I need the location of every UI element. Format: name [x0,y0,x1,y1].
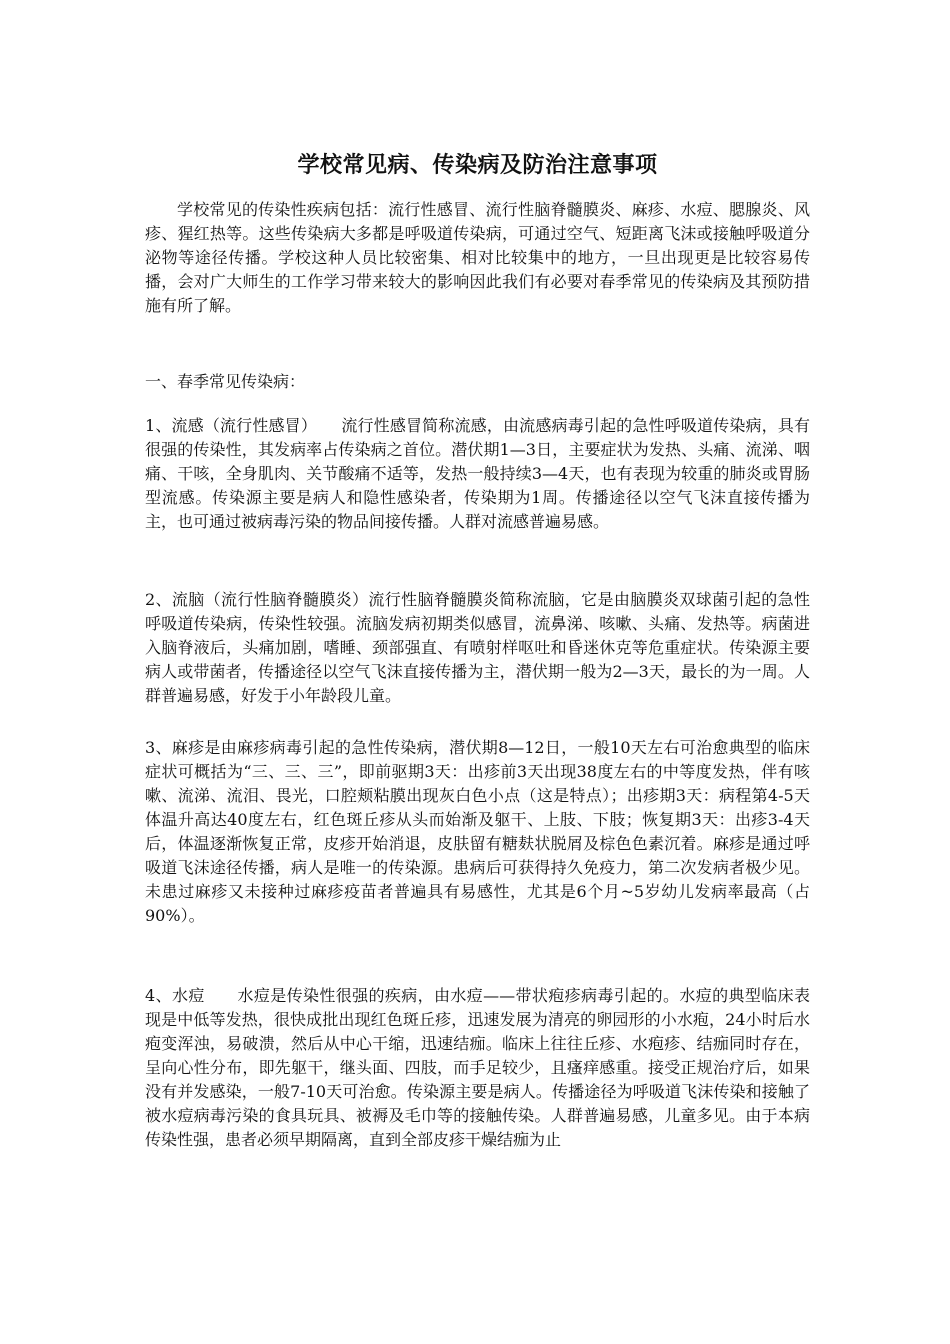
intro-paragraph: 学校常见的传染性疾病包括：流行性感冒、流行性脑脊髓膜炎、麻疹、水痘、腮腺炎、风疹、猩红热等。这些传染病大多都是呼吸道传染病，可通过空气、短距离飞沫或接触呼吸道分泌物等途径传播。学校这种人员比较密集、相对比较集中的地方，一旦出现更是比较容易传播，会对广大师生的工作学习带来较大的影响因此我们有必要对春季常见的传染病及其预防措施有所了解。 [145,200,810,315]
document-page [145,0,810,1344]
disease-item-measles: 3、麻疹是由麻疹病毒引起的急性传染病，潜伏期8—12日，一般10天左右可治愈典型的临床症状可概括为“三、三、三”，即前驱期3天：出疹前3天出现38度左右的中等度发热，伴有咳嗽、流涕、流泪、畏光，口腔颊粘膜出现灰白色小点（这是特点）；出疹期3天：病程第4-5天体温升高达40度左右，红色斑丘疹从头而始渐及躯干、上肢、下肢；恢复期3天：出疹3-4天后，体温逐渐恢复正常，皮疹开始消退，皮肤留有糖麸状脱屑及棕色色素沉着。麻疹是通过呼吸道飞沫途径传播，病人是唯一的传染源。患病后可获得持久免疫力，第二次发病者极少见。未患过麻疹又未接种过麻疹疫苗者普遍具有易感性，尤其是6个月~5岁幼儿发病率最高（占90%）。 [145,738,810,925]
disease-item-meningitis: 2、流脑（流行性脑脊髓膜炎）流行性脑脊髓膜炎简称流脑，它是由脑膜炎双球菌引起的急性呼吸道传染病，传染性较强。流脑发病初期类似感冒，流鼻涕、咳嗽、头痛、发热等。病菌进入脑脊液后，头痛加剧，嗜睡、颈部强直、有喷射样呕吐和昏迷休克等危重症状。传染源主要病人或带菌者，传播途径以空气飞沫直接传播为主，潜伏期一般为2—3天，最长的为一周。人群普遍易感，好发于小年龄段儿童。 [145,590,810,705]
disease-item-chickenpox: 4、水痘 水痘是传染性很强的疾病，由水痘——带状疱疹病毒引起的。水痘的典型临床表现是中低等发热，很快成批出现红色斑丘疹，迅速发展为清亮的卵园形的小水疱，24小时后水疱变浑浊，易破溃，然后从中心干缩，迅速结痂。临床上往往丘疹、水疱疹、结痂同时存在，呈向心性分布，即先躯干，继头面、四肢，而手足较少，且瘙痒感重。接受正规治疗后，如果没有并发感染，一般7-10天可治愈。传染源主要是病人。传播途径为呼吸道飞沫传染和接触了被水痘病毒污染的食具玩具、被褥及毛巾等的接触传染。人群普遍易感，儿童多见。由于本病传染性强，患者必须早期隔离，直到全部皮疹干燥结痂为止 [145,986,810,1149]
section-heading: 一、春季常见传染病： [145,372,306,391]
document-title: 学校常见病、传染病及防治注意事项 [297,151,658,178]
disease-item-influenza: 1、流感（流行性感冒） 流行性感冒简称流感，由流感病毒引起的急性呼吸道传染病，具有很强的传染性，其发病率占传染病之首位。潜伏期1—3日，主要症状为发热、头痛、流涕、咽痛、干咳，全身肌肉、关节酸痛不适等，发热一般持续3—4天，也有表现为较重的肺炎或胃肠型流感。传染源主要是病人和隐性感染者，传染期为1周。传播途径以空气飞沫直接传播为主，也可通过被病毒污染的物品间接传播。人群对流感普遍易感。 [145,416,810,531]
